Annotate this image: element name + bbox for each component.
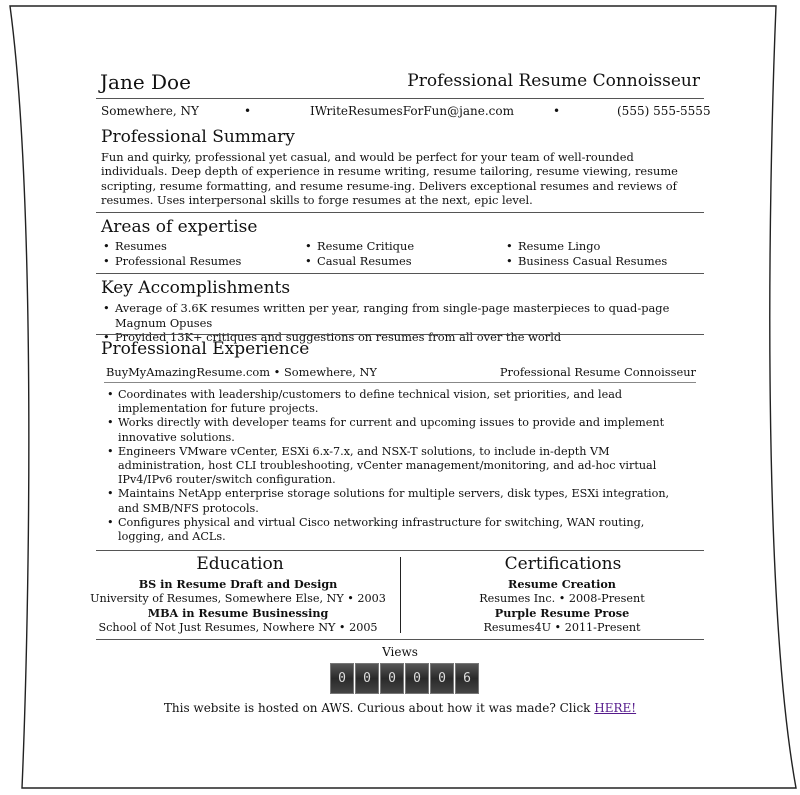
list-item: • Professional Resumes <box>101 254 241 269</box>
experience-title: Professional Experience <box>101 339 310 359</box>
view-counter <box>330 663 480 694</box>
experience-role: Professional Resume Connoisseur <box>499 365 696 379</box>
expertise-column <box>303 239 414 268</box>
footer-text: This website is hosted on AWS. Curious about how it was made? Click <box>163 701 595 715</box>
certification-detail: Resumes Inc. • 2008-Present <box>479 592 645 605</box>
divider <box>96 639 704 640</box>
footer-link[interactable]: HERE! <box>594 701 637 715</box>
divider <box>96 550 704 551</box>
divider <box>96 334 704 335</box>
certification-name: Purple Resume Prose <box>494 606 630 620</box>
experience-list <box>105 388 690 544</box>
list-item: • Engineers VMware vCenter, ESXi 6.x-7.x, and NSX-T solutions, to include in-depth VM administration, host CLI troubleshooting, vCenter management/monitoring, and ad-hoc virtual IPv4/IPv6 router/switch configuration. <box>105 445 690 488</box>
counter-digit: 6 <box>455 663 479 694</box>
certification-detail: Resumes4U • 2011-Present <box>483 621 641 634</box>
experience-company: BuyMyAmazingResume.com • Somewhere, NY <box>106 365 377 379</box>
certification-name: Resume Creation <box>508 577 616 591</box>
column-divider <box>400 557 401 633</box>
counter-digit: 0 <box>330 663 354 694</box>
divider <box>96 212 704 213</box>
list-item: • Average of 3.6K resumes written per year, ranging from single-page masterpieces to quad-page Magnum Opuses <box>101 301 701 330</box>
education-degree: MBA in Resume Businessing <box>147 606 329 620</box>
expertise-title: Areas of expertise <box>101 217 258 237</box>
list-item: • Coordinates with leadership/customers to define technical vision, set priorities, and lead implementation for future projects. <box>105 388 690 416</box>
education-title: Education <box>196 554 284 574</box>
views-label: Views <box>382 645 418 659</box>
contact-email: IWriteResumesForFun@jane.com <box>310 104 514 118</box>
list-item: • Business Casual Resumes <box>504 254 667 269</box>
contact-phone: (555) 555-5555 <box>617 104 711 118</box>
list-item: • Resume Lingo <box>504 239 667 254</box>
certifications-title: Certifications <box>504 554 622 574</box>
expertise-column <box>504 239 667 268</box>
footer <box>0 701 800 715</box>
summary-title: Professional Summary <box>101 127 295 147</box>
candidate-tagline: Professional Resume Connoisseur <box>407 71 700 91</box>
list-item: • Casual Resumes <box>303 254 414 269</box>
contact-separator: • <box>244 104 252 118</box>
list-item: • Resumes <box>101 239 241 254</box>
divider <box>96 98 704 99</box>
counter-digit: 0 <box>380 663 404 694</box>
accomplishments-title: Key Accomplishments <box>101 278 291 298</box>
resume-header <box>100 70 700 96</box>
education-detail: School of Not Just Resumes, Nowhere NY • 2005 <box>98 621 378 634</box>
counter-digit: 0 <box>430 663 454 694</box>
contact-separator: • <box>553 104 561 118</box>
education-detail: University of Resumes, Somewhere Else, NY • 2003 <box>90 592 386 605</box>
accomplishments-list <box>101 301 701 345</box>
contact-location: Somewhere, NY <box>101 104 199 118</box>
expertise-column <box>101 239 241 268</box>
list-item: • Works directly with developer teams for current and upcoming issues to provide and implement innovative solutions. <box>105 416 690 444</box>
counter-digit: 0 <box>405 663 429 694</box>
counter-digit: 0 <box>355 663 379 694</box>
divider <box>104 382 696 383</box>
divider <box>96 273 704 274</box>
list-item: • Provided 13K+ critiques and suggestions on resumes from all over the world <box>101 330 701 345</box>
list-item: • Resume Critique <box>303 239 414 254</box>
list-item: • Configures physical and virtual Cisco networking infrastructure for switching, WAN routing, logging, and ACLs. <box>105 516 690 544</box>
education-degree: BS in Resume Draft and Design <box>138 577 338 591</box>
candidate-name: Jane Doe <box>100 70 191 94</box>
summary-text: Fun and quirky, professional yet casual, and would be perfect for your team of well-rounded individuals. Deep depth of experience in resume writing, resume tailoring, resume viewing, resume scripting, resume formatting, and resume resume-ing. Delivers exceptional resumes and reviews of resumes. Uses interpersonal skills to forge resumes at the next, epic level. <box>101 150 678 207</box>
list-item: • Maintains NetApp enterprise storage solutions for multiple servers, disk types, ESXi integration, and SMB/NFS protocols. <box>105 487 690 515</box>
